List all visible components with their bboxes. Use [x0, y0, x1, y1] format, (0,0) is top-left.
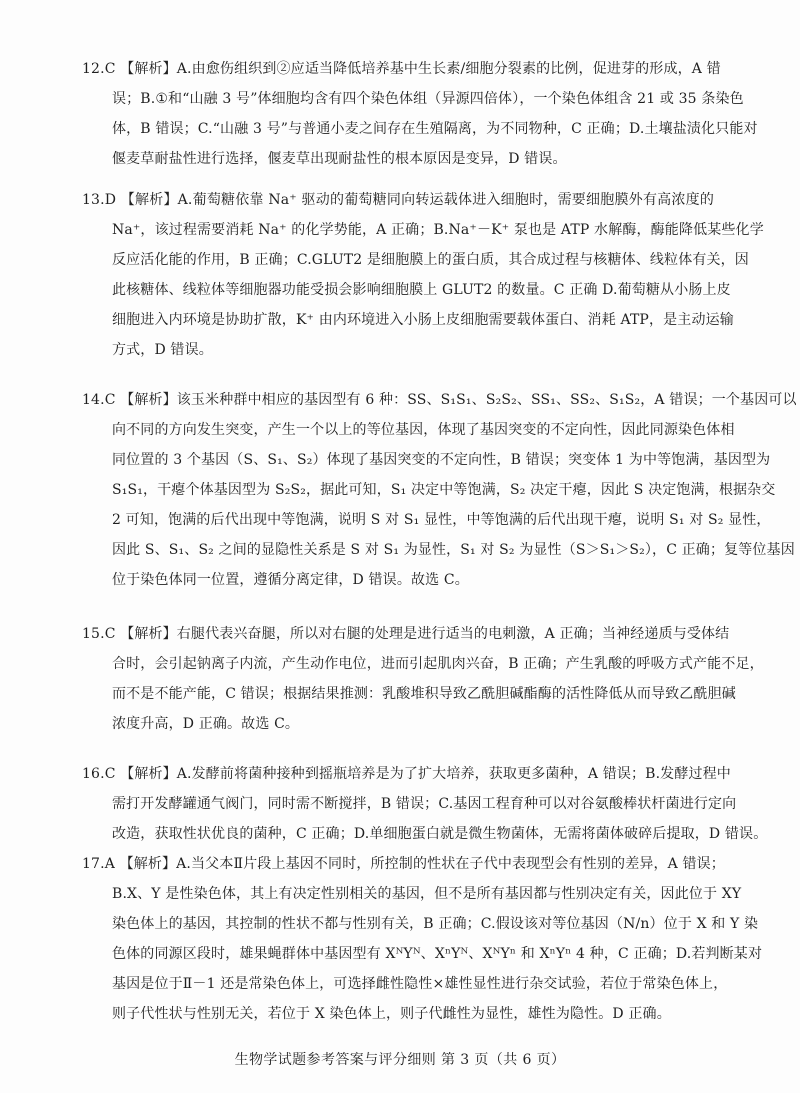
answer-line: 16.C 【解析】A.发酵前将菌种接种到摇瓶培养是为了扩大培养，获取更多菌种，A 错误；B.发酵过程中	[82, 766, 731, 782]
answer-line: 合时，会引起钠离子内流，产生动作电位，进而引起肌肉兴奋，B 正确；产生乳酸的呼吸方式产能不足，	[112, 656, 764, 672]
answer-line: 染色体上的基因，其控制的性状不都与性别有关，B 正确；C.假设该对等位基因（N/n）位于 X 和 Y 染	[112, 916, 759, 932]
answer-line: 改造，获取性状优良的菌种，C 正确；D.单细胞蛋白就是微生物菌体，无需将菌体破碎后提取，D 错误。	[112, 826, 768, 842]
page-footer: 生物学试题参考答案与评分细则 第 3 页（共 6 页）	[234, 1052, 566, 1068]
answer-line: 位于染色体同一位置，遵循分离定律，D 错误。故选 C。	[112, 572, 469, 588]
answer-line: 基因是位于Ⅱ－1 还是常染色体上，可选择雌性隐性×雄性显性进行杂交试验，若位于常染色体上，	[112, 976, 728, 992]
answer-line: 误；B.①和“山融 3 号”体细胞均含有四个染色体组（异源四倍体），一个染色体组含 21 或 35 条染色	[112, 91, 744, 107]
answer-line: 因此 S、S₁、S₂ 之间的显隐性关系是 S 对 S₁ 为显性，S₁ 对 S₂ 为显性（S＞S₁＞S₂），C 正确；复等位基因	[112, 542, 795, 558]
answer-line: 细胞进入内环境是协助扩散，K⁺ 由内环境进入小肠上皮细胞需要载体蛋白、消耗 ATP，是主动运输	[112, 312, 734, 328]
answer-line: 同位置的 3 个基因（S、S₁、S₂）体现了基因突变的不定向性，B 错误；突变体 1 为中等饱满，基因型为	[112, 452, 771, 468]
answer-line: 体，B 错误；C.“山融 3 号”与普通小麦之间存在生殖隔离，为不同物种，C 正确；D.土壤盐渍化只能对	[112, 121, 758, 137]
answer-line: 13.D 【解析】A.葡萄糖依靠 Na⁺ 驱动的葡萄糖同向转运载体进入细胞时，需要细胞膜外有高浓度的	[82, 192, 714, 208]
answer-line: 方式，D 错误。	[112, 342, 213, 358]
answer-line: 浓度升高，D 正确。故选 C。	[112, 716, 300, 732]
answer-line: 色体的同源区段时，雄果蝇群体中基因型有 XᴺYᴺ、XⁿYᴺ、XᴺYⁿ 和 XⁿYⁿ 4 种，C 正确；D.若判断某对	[112, 946, 763, 962]
answer-line: 2 可知，饱满的后代出现中等饱满，说明 S 对 S₁ 显性，中等饱满的后代出现干瘪，说明 S₁ 对 S₂ 显性，	[112, 512, 771, 528]
answer-line: 14.C 【解析】该玉米种群中相应的基因型有 6 种：SS、S₁S₁、S₂S₂、SS₁、SS₂、S₁S₂，A 错误；一个基因可以	[82, 392, 797, 408]
answer-line: 17.A 【解析】A.当父本Ⅱ片段上基因不同时，所控制的性状在子代中表现型会有性别的差异，A 错误；	[82, 856, 725, 872]
answer-line: 需打开发酵罐通气阀门，同时需不断搅拌，B 错误；C.基因工程育种可以对谷氨酸棒状杆菌进行定向	[112, 796, 737, 812]
answer-line: B.X、Y 是性染色体，其上有决定性别相关的基因，但不是所有基因都与性别决定有关，因此位于 XY	[112, 886, 742, 902]
answer-line: 而不是不能产能，C 错误；根据结果推测：乳酸堆积导致乙酰胆碱酯酶的活性降低从而导致乙酰胆碱	[112, 686, 736, 702]
answer-line: Na⁺，该过程需要消耗 Na⁺ 的化学势能，A 正确；B.Na⁺－K⁺ 泵也是 ATP 水解酶，酶能降低某些化学	[112, 222, 764, 238]
watermark-logo	[596, 1050, 696, 1072]
answer-line: 12.C 【解析】A.由愈伤组织到②应适当降低培养基中生长素/细胞分裂素的比例，促进芽的形成，A 错	[82, 61, 721, 77]
answer-line: 此核糖体、线粒体等细胞器功能受损会影响细胞膜上 GLUT2 的数量。C 正确 D.葡萄糖从小肠上皮	[112, 282, 731, 298]
answer-line: 反应活化能的作用，B 正确；C.GLUT2 是细胞膜上的蛋白质，其合成过程与核糖体、线粒体有关，因	[112, 252, 749, 268]
answer-line: 则子代性状与性别无关，若位于 X 染色体上，则子代雌性为显性，雄性为隐性。D 正确。	[112, 1006, 671, 1022]
answer-line: S₁S₁，干瘪个体基因型为 S₂S₂，据此可知，S₁ 决定中等饱满，S₂ 决定干瘪，因此 S 决定饱满，根据杂交	[112, 482, 776, 498]
answer-line: 向不同的方向发生突变，产生一个以上的等位基因，体现了基因突变的不定向性，因此同源染色体相	[112, 422, 735, 438]
answer-line: 偃麦草耐盐性进行选择，偃麦草出现耐盐性的根本原因是变异，D 错误。	[112, 151, 567, 167]
answer-line: 15.C 【解析】右腿代表兴奋腿，所以对右腿的处理是进行适当的电刺激，A 正确；当神经递质与受体结	[82, 626, 730, 642]
